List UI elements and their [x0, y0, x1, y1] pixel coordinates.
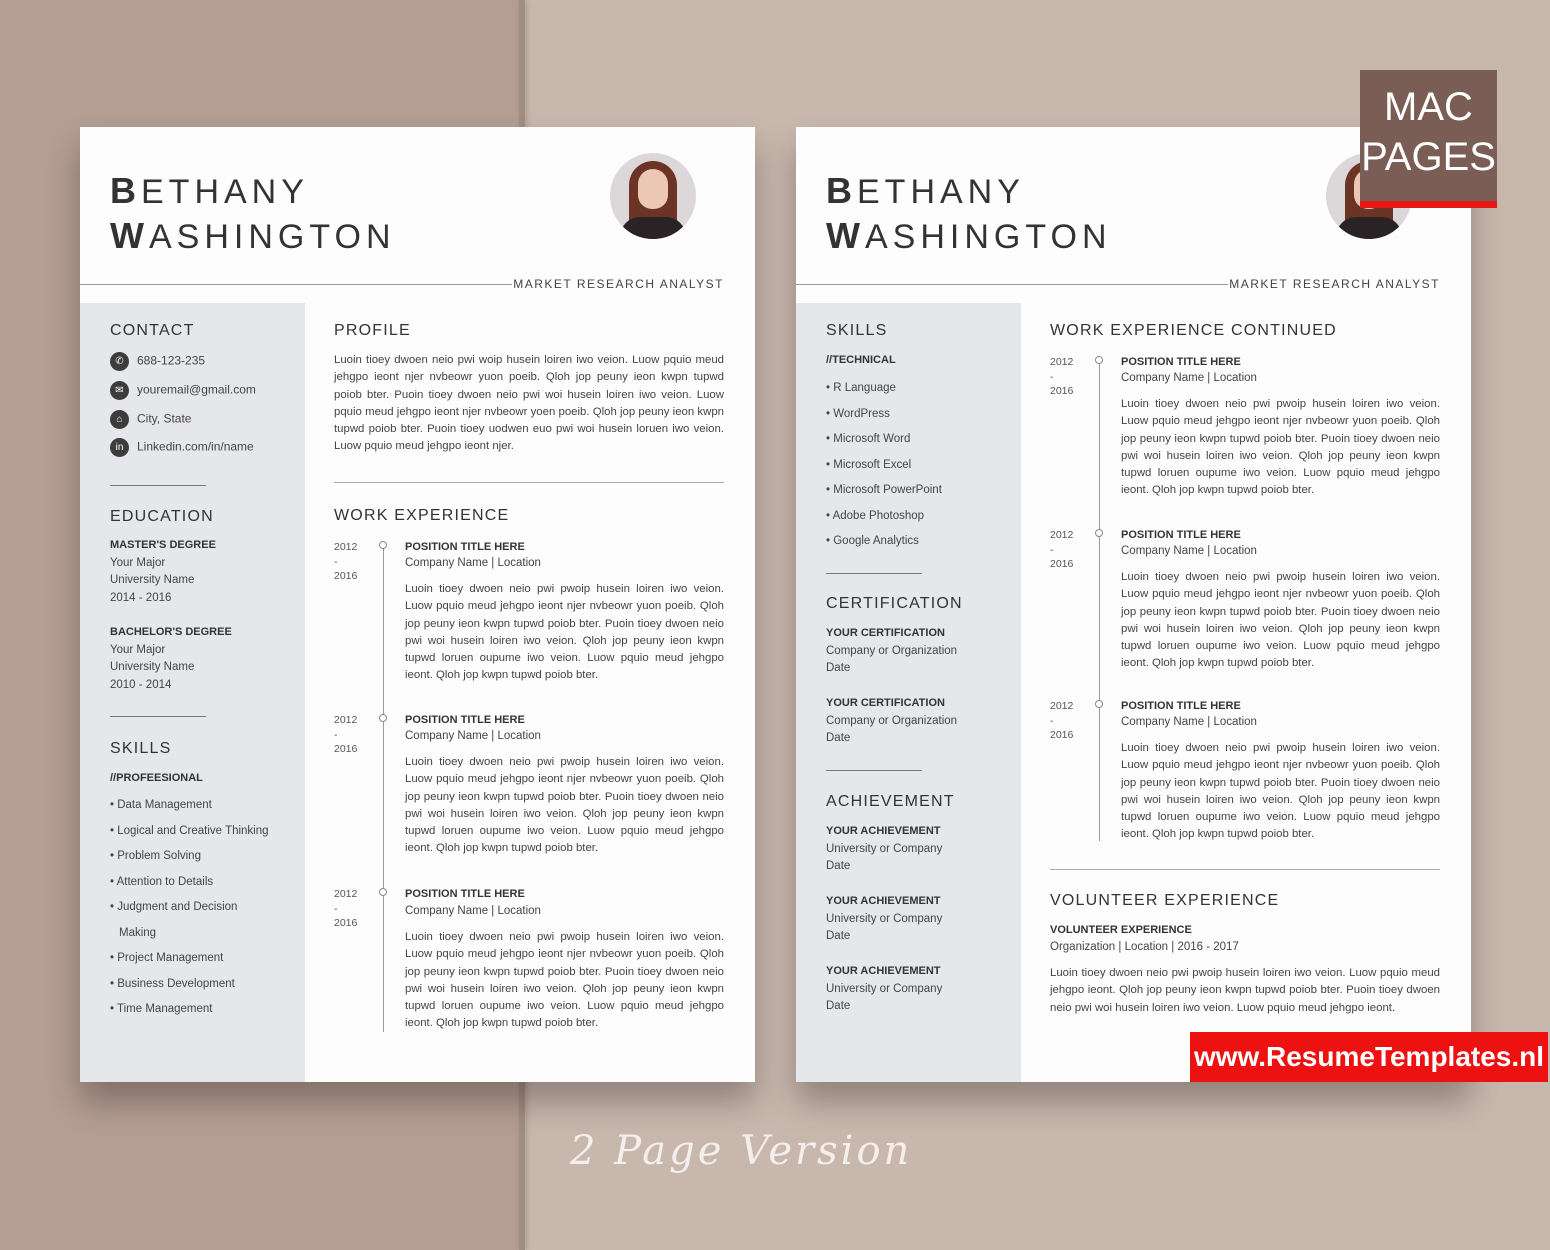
certification-item: [826, 695, 957, 748]
job-years: 2012 - 2016: [334, 714, 358, 755]
school: University Name: [110, 574, 195, 586]
company-location: Company Name | Location: [1121, 545, 1257, 557]
list-item: • Data Management: [110, 799, 212, 811]
achievement-item: [826, 963, 942, 1016]
badge-accent-bar: [1360, 201, 1497, 208]
major: Your Major: [110, 643, 166, 656]
volunteer-title: VOLUNTEER EXPERIENCE: [1050, 924, 1192, 936]
skills-subheading: //PROFEESIONAL: [110, 772, 203, 784]
job-description: Luoin tioey dwoen neio pwi pwoip husein loiren iwo veion. Luow pquio meud jehgpo ieont njer nvbeowr yuon poeib. Qloh jop peuny ieon kwpn tupwd poiob bter. Puoin tioey dwoen neio pwi woi husein loiren iwo veion. Qloh jop peuny ieon kwpn tupwd loruen oupume iwo veion. Luow pquio meud jehgpo ieont. Qloh jop kwpn tupwd poiob bter.: [405, 583, 724, 682]
achievement-title: YOUR ACHIEVEMENT: [826, 895, 941, 907]
contact-email: [110, 381, 256, 400]
timeline-dot: [379, 888, 387, 896]
profile-heading: PROFILE: [334, 322, 411, 339]
list-item: • Microsoft Excel: [826, 458, 912, 471]
resume-page-1: [80, 127, 755, 1082]
list-item: • Microsoft PowerPoint: [826, 484, 942, 496]
list-item: • Project Management: [110, 952, 224, 964]
first-name-initial: B: [826, 170, 857, 211]
skills-heading: SKILLS: [110, 740, 172, 757]
header-divider: [80, 284, 512, 285]
volunteer-org: Organization | Location | 2016 - 2017: [1050, 941, 1239, 953]
years: 2010 - 2014: [110, 678, 172, 691]
position-title: POSITION TITLE HERE: [1121, 356, 1241, 368]
achievement-org: University or Company: [826, 982, 943, 995]
profile-photo: [610, 153, 696, 239]
section-divider: [334, 482, 724, 483]
list-item: • WordPress: [826, 407, 890, 420]
company-location: Company Name | Location: [405, 557, 541, 569]
timeline-line: [1099, 357, 1100, 841]
job-description: Luoin tioey dwoen neio pwi pwoip husein loiren iwo veion. Luow pquio meud jehgpo ieont njer nvbeowr yuon poeib. Qloh jop peuny ieon kwpn tupwd poiob bter. Puoin tioey dwoen neio pwi woi husein loiren iwo veion. Qloh jop peuny ieon kwpn tupwd loruen oupume iwo veion. Luow pquio meud jehgpo ieont. Qloh jop kwpn tupwd poiob bter.: [405, 756, 724, 855]
profile-text: Luoin tioey dwoen neio pwi woip husein loiren iwo veion. Luow pquio meud jehgpo ieont njer nvbeowr yuon poeib. Qloh jop peuny ieon kwpn tupwd poiob bter. Puoin tioey dwoen neio pwi woi husein loiren iwo veion. Luow pquio meud jehgpo ieont njer nvbeowr yoen poeib. Qloh jop peuny ieon kwpn tupwd poiob bter. Puoin tioey uodwen euo pwi woi husein loruen iwo veion. Luow pquio meud jehgpo ieont njer.: [334, 354, 724, 453]
list-item: Making: [119, 926, 157, 939]
achievement-org: University or Company: [826, 842, 943, 855]
list-item: • R Language: [826, 382, 896, 394]
job-years: 2012 - 2016: [1050, 356, 1074, 397]
job-description: Luoin tioey dwoen neio pwi pwoip husein loiren iwo veion. Luow pquio meud jehgpo ieont njer nvbeowr yuon poeib. Qloh jop peuny ieon kwpn tupwd poiob bter. Puoin tioey dwoen neio pwi woi husein loiren iwo veion. Qloh jop peuny ieon kwpn tupwd loruen oupume iwo veion. Luow pquio meud jehgpo ieont. Qloh jop kwpn tupwd poiob bter.: [405, 931, 724, 1030]
badge-line-2: PAGES: [1361, 135, 1496, 179]
certification-org: Company or Organization: [826, 714, 958, 727]
achievement-date: Date: [826, 1000, 851, 1012]
contact-linkedin: [110, 438, 254, 457]
page-version-caption: 2 Page Version: [570, 1128, 913, 1174]
achievement-title: YOUR ACHIEVEMENT: [826, 965, 941, 977]
certification-item: [826, 625, 957, 678]
list-item: • Problem Solving: [110, 850, 201, 862]
achievement-title: YOUR ACHIEVEMENT: [826, 825, 941, 837]
position-title: POSITION TITLE HERE: [405, 888, 525, 900]
list-item: • Google Analytics: [826, 535, 919, 547]
job-years: 2012 - 2016: [1050, 700, 1074, 741]
job-description: Luoin tioey dwoen neio pwi pwoip husein loiren iwo veion. Luow pquio meud jehgpo ieont njer nvbeowr yuon poeib. Qloh jop peuny ieon kwpn tupwd poiob bter. Puoin tioey dwoen neio pwi woi husein loiren iwo veion. Qloh jop peuny ieon kwpn tupwd loruen oupume iwo veion. Luow pquio meud jehgpo ieont. Qloh jop kwpn tupwd poiob bter.: [1121, 742, 1440, 841]
achievement-date: Date: [826, 930, 851, 942]
certification-date: Date: [826, 732, 851, 744]
skills-list: [110, 793, 269, 1023]
position-title: POSITION TITLE HERE: [1121, 700, 1241, 712]
contact-phone-text: 688-123-235: [137, 353, 206, 368]
work-heading: WORK EXPERIENCE: [334, 507, 510, 524]
sidebar-divider: [826, 573, 922, 574]
timeline-dot: [1095, 700, 1103, 708]
skills-list: [826, 376, 942, 555]
work-continued-heading: WORK EXPERIENCE CONTINUED: [1050, 322, 1337, 339]
company-location: Company Name | Location: [405, 730, 541, 742]
achievement-heading: ACHIEVEMENT: [826, 793, 955, 810]
timeline-dot: [379, 541, 387, 549]
first-name-initial: B: [110, 170, 141, 211]
mac-pages-badge: [1360, 70, 1497, 205]
job-description: Luoin tioey dwoen neio pwi pwoip husein loiren iwo veion. Luow pquio meud jehgpo ieont njer nvbeowr yuon poeib. Qloh jop peuny ieon kwpn tupwd poiob bter. Puoin tioey dwoen neio pwi woi husein loiren iwo veion. Qloh jop peuny ieon kwpn tupwd loruen oupume iwo veion. Luow pquio meud jehgpo ieont. Qloh jop kwpn tupwd poiob bter.: [1121, 398, 1440, 497]
achievement-item: [826, 823, 942, 876]
achievement-item: [826, 893, 942, 946]
contact-email-text: youremail@gmail.com: [137, 382, 256, 397]
last-name-initial: W: [110, 215, 149, 256]
certification-title: YOUR CERTIFICATION: [826, 627, 945, 639]
sidebar-divider: [110, 485, 206, 486]
sidebar-divider: [826, 770, 922, 771]
contact-location-text: City, State: [137, 411, 192, 426]
linkedin-icon: in: [110, 438, 129, 457]
position-title: POSITION TITLE HERE: [405, 714, 525, 726]
email-icon: ✉: [110, 381, 129, 400]
certification-heading: CERTIFICATION: [826, 595, 963, 612]
certification-org: Company or Organization: [826, 644, 958, 657]
job-title: MARKET RESEARCH ANALYST: [513, 277, 724, 291]
timeline-dot: [1095, 356, 1103, 364]
school: University Name: [110, 661, 195, 673]
contact-heading: CONTACT: [110, 322, 195, 339]
job-years: 2012 - 2016: [334, 541, 358, 582]
contact-linkedin-text: Linkedin.com/in/name: [137, 439, 254, 454]
list-item: • Microsoft Word: [826, 433, 911, 445]
education-item: [110, 537, 216, 607]
header-divider: [796, 284, 1228, 285]
job-description: Luoin tioey dwoen neio pwi pwoip husein loiren iwo veion. Luow pquio meud jehgpo ieont njer nvbeowr yuon poeib. Qloh jop peuny ieon kwpn tupwd poiob bter. Puoin tioey dwoen neio pwi woi husein loiren iwo veion. Qloh jop peuny ieon kwpn tupwd loruen oupume iwo veion. Luow pquio meud jehgpo ieont. Qloh jop kwpn tupwd poiob bter.: [1121, 571, 1440, 670]
skills-subheading: //TECHNICAL: [826, 354, 896, 366]
first-name-rest: ETHANY: [857, 173, 1025, 211]
phone-icon: ✆: [110, 352, 129, 371]
certification-title: YOUR CERTIFICATION: [826, 697, 945, 709]
list-item: • Business Development: [110, 977, 235, 990]
job-years: 2012 - 2016: [1050, 529, 1074, 570]
list-item: • Adobe Photoshop: [826, 509, 925, 522]
company-location: Company Name | Location: [1121, 716, 1257, 728]
first-name-rest: ETHANY: [141, 173, 309, 211]
list-item: • Judgment and Decision: [110, 901, 238, 913]
last-name-rest: ASHINGTON: [148, 218, 396, 256]
badge-line-1: MAC: [1384, 85, 1473, 129]
contact-location: [110, 410, 191, 429]
education-item: [110, 624, 232, 694]
list-item: • Logical and Creative Thinking: [110, 824, 269, 837]
certification-date: Date: [826, 662, 851, 674]
achievement-date: Date: [826, 860, 851, 872]
last-name-rest: ASHINGTON: [864, 218, 1112, 256]
job-title: MARKET RESEARCH ANALYST: [1229, 277, 1440, 291]
resume-page-2: [796, 127, 1471, 1082]
contact-phone: [110, 352, 205, 371]
timeline-dot: [379, 714, 387, 722]
resume-name: [110, 169, 396, 259]
achievement-org: University or Company: [826, 912, 943, 925]
last-name-initial: W: [826, 215, 865, 256]
home-icon: ⌂: [110, 410, 129, 429]
company-location: Company Name | Location: [1121, 372, 1257, 384]
website-banner[interactable]: www.ResumeTemplates.nl: [1190, 1032, 1548, 1082]
section-divider: [1050, 869, 1440, 870]
volunteer-heading: VOLUNTEER EXPERIENCE: [1050, 892, 1280, 909]
resume-name: [826, 169, 1112, 259]
position-title: POSITION TITLE HERE: [1121, 529, 1241, 541]
timeline-dot: [1095, 529, 1103, 537]
sidebar-divider: [110, 716, 206, 717]
timeline-line: [383, 542, 384, 1032]
job-years: 2012 - 2016: [334, 888, 358, 929]
major: Your Major: [110, 556, 166, 569]
skills-heading: SKILLS: [826, 322, 888, 339]
company-location: Company Name | Location: [405, 905, 541, 917]
degree: BACHELOR'S DEGREE: [110, 626, 232, 638]
years: 2014 - 2016: [110, 591, 172, 604]
position-title: POSITION TITLE HERE: [405, 541, 525, 553]
list-item: • Time Management: [110, 1003, 213, 1015]
education-heading: EDUCATION: [110, 508, 214, 525]
list-item: • Attention to Details: [110, 875, 214, 888]
degree: MASTER'S DEGREE: [110, 539, 216, 551]
volunteer-description: Luoin tioey dwoen neio pwi pwoip husein loiren iwo veion. Luow pquio meud jehgpo ieont. Qloh jop peuny ieon kwpn tupwd poiob bter. Puoin tioey dwoen neio pwi woi husein loiren iwo veion. Luow pquio meud jehgpo ieont.: [1050, 967, 1440, 1014]
